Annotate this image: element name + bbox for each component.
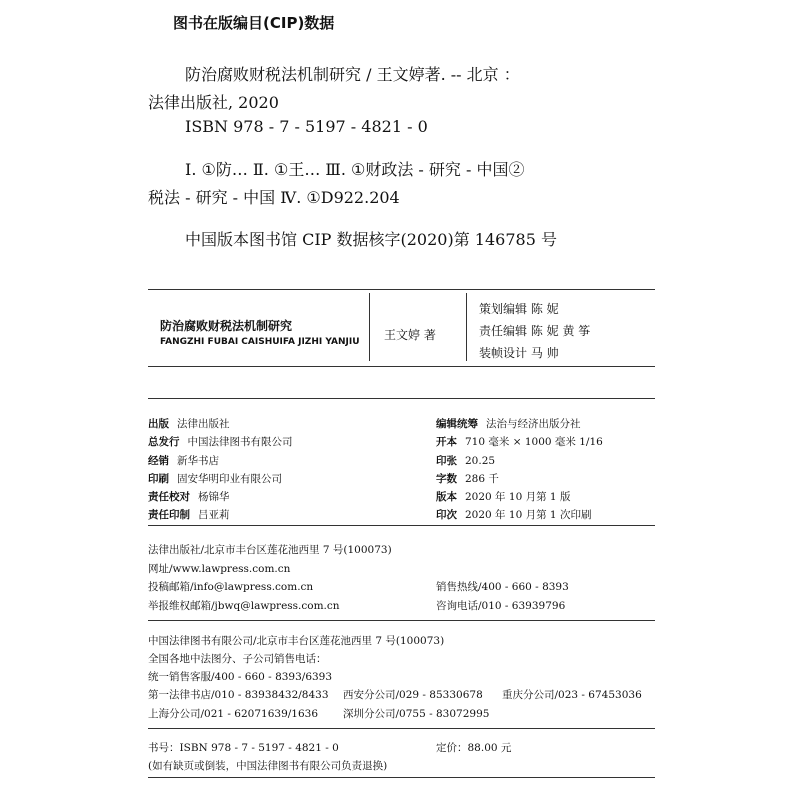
distribution-branch: 第一法律书店/010 - 83938432/8433 (148, 689, 329, 701)
footer-top-rule (148, 728, 655, 729)
footer-price: 定价：88.00 元 (436, 742, 512, 754)
contact-website: 网址/www.lawpress.com.cn (148, 563, 291, 575)
book-author: 王文婷 著 (384, 328, 436, 342)
contact-top-rule (148, 525, 655, 526)
footer-isbn: 书号：ISBN 978 - 7 - 5197 - 4821 - 0 (148, 742, 339, 754)
cip-title: 图书在版编目(CIP)数据 (173, 14, 335, 32)
contact-submit-email: 投稿邮箱/info@lawpress.com.cn (148, 581, 314, 593)
pub-publisher: 出版 法律出版社 (148, 418, 230, 430)
pub-sheets: 印张 20.25 (436, 455, 496, 467)
pub-printer: 印刷 固安华明印业有限公司 (148, 473, 282, 485)
book-box-divider-2 (466, 293, 467, 361)
distribution-branch: 深圳分公司/0755 - 83072995 (343, 708, 490, 720)
book-title-zh: 防治腐败财税法机制研究 (160, 319, 293, 333)
pub-edition: 版本 2020 年 10 月第 1 版 (436, 491, 571, 503)
distribution-top-rule (148, 620, 655, 621)
contact-address: 法律出版社/北京市丰台区莲花池西里 7 号(100073) (148, 544, 392, 556)
role-planning-editor: 策划编辑 陈 妮 (479, 302, 559, 316)
footer-return-note: (如有缺页或倒装，中国法律图书有限公司负责退换) (148, 760, 388, 772)
pub-printing: 印次 2020 年 10 月第 1 次印刷 (436, 509, 592, 521)
pub-top-rule (148, 398, 655, 399)
pub-distributor: 总发行 中国法律图书有限公司 (148, 436, 293, 448)
pub-format: 开本 710 毫米 × 1000 毫米 1/16 (436, 436, 603, 448)
cip-isbn: ISBN 978 - 7 - 5197 - 4821 - 0 (185, 117, 428, 136)
book-box-top-rule (148, 289, 655, 290)
pub-seller: 经销 新华书店 (148, 455, 219, 467)
pub-proofreader: 责任校对 杨锦华 (148, 491, 230, 503)
cip-line-2: 法律出版社, 2020 (148, 93, 279, 112)
book-box-divider-1 (369, 293, 370, 361)
cip-classification-2: 税法 - 研究 - 中国 Ⅳ. ①D922.204 (148, 188, 400, 207)
cip-record-number: 中国版本图书馆 CIP 数据核字(2020)第 146785 号 (185, 230, 557, 249)
role-responsible-editor: 责任编辑 陈 妮 黄 筝 (479, 324, 591, 338)
contact-consult-phone: 咨询电话/010 - 63939796 (436, 600, 566, 612)
distribution-branch: 重庆分公司/023 - 67453036 (502, 689, 642, 701)
footer-bottom-rule (148, 777, 655, 778)
cip-classification-1: Ⅰ. ①防… Ⅱ. ①王… Ⅲ. ①财政法 - 研究 - 中国② (185, 160, 525, 179)
distribution-unified-service: 统一销售客服/400 - 660 - 8393/6393 (148, 671, 333, 683)
distribution-branch: 西安分公司/029 - 85330678 (343, 689, 483, 701)
distribution-branch: 上海分公司/021 - 62071639/1636 (148, 708, 319, 720)
book-title-en: FANGZHI FUBAI CAISHUIFA JIZHI YANJIU (160, 337, 360, 347)
pub-editorial-coordination: 编辑统筹 法治与经济出版分社 (436, 418, 581, 430)
contact-sales-hotline: 销售热线/400 - 660 - 8393 (436, 581, 569, 593)
book-box-bottom-rule (148, 366, 655, 367)
distribution-phones-heading: 全国各地中法图分、子公司销售电话： (148, 653, 327, 665)
distribution-company: 中国法律图书有限公司/北京市丰台区莲花池西里 7 号(100073) (148, 635, 445, 647)
pub-print-manager: 责任印制 吕亚莉 (148, 509, 230, 521)
contact-report-email: 举报维权邮箱/jbwq@lawpress.com.cn (148, 600, 340, 612)
cip-line-1: 防治腐败财税法机制研究 / 王文婷著. -- 北京 ： (185, 65, 520, 84)
role-designer: 装帧设计 马 帅 (479, 346, 559, 360)
pub-word-count: 字数 286 千 (436, 473, 499, 485)
